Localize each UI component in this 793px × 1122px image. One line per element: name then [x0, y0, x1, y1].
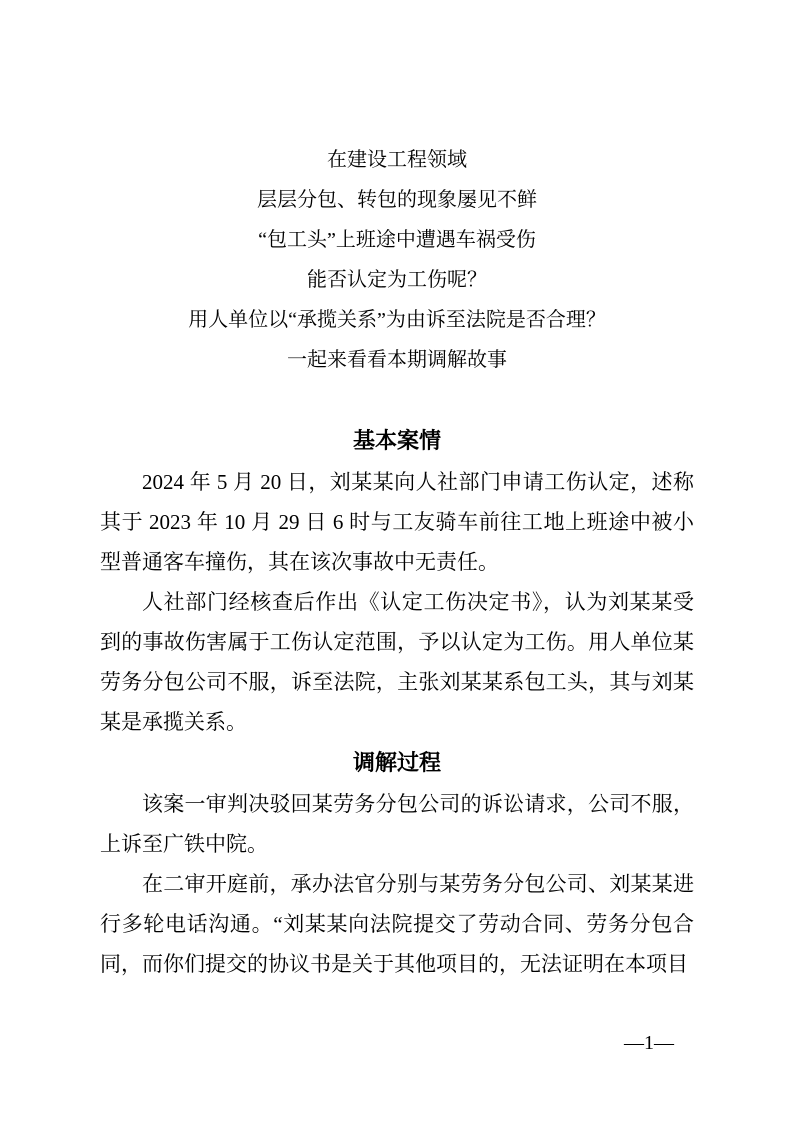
paragraph-basic-facts-1: 2024 年 5 月 20 日，刘某某向人社部门申请工伤认定，述称其于 2023 年 10 月 29 日 6 时与工友骑车前往工地上班途中被小型普通客车撞伤，其在该次事故中无责任。	[100, 470, 694, 574]
paragraph-basic-facts-2: 人社部门经核查后作出《认定工伤决定书》，认为刘某某受到的事故伤害属于工伤认定范围，予以认定为工伤。用人单位某劳务分包公司不服，诉至法院，主张刘某某系包工头，其与刘某某是承揽关系。	[100, 590, 694, 734]
paragraph-mediation-2: 在二审开庭前，承办法官分别与某劳务分包公司、刘某某进行多轮电话沟通。“刘某某向法院提交了劳动合同、劳务分包合同，而你们提交的协议书是关于其他项目的，无法证明在本项目	[100, 872, 694, 976]
intro-line-4: 能否认定为工伤呢？	[307, 269, 487, 291]
intro-line-1: 在建设工程领域	[327, 149, 467, 171]
intro-line-5: 用人单位以“承揽关系”为由诉至法院是否合理？	[188, 309, 606, 331]
paragraph-mediation-1: 该案一审判决驳回某劳务分包公司的诉讼请求，公司不服，上诉至广铁中院。	[100, 792, 694, 856]
intro-line-2: 层层分包、转包的现象屡见不鲜	[257, 189, 537, 211]
intro-line-6: 一起来看看本期调解故事	[287, 349, 507, 371]
page-number: —1—	[624, 1032, 674, 1054]
section-heading-basic-facts: 基本案情	[352, 428, 441, 453]
intro-block	[100, 140, 694, 380]
section-heading-mediation-process: 调解过程	[352, 750, 441, 775]
intro-line-3: “包工头”上班途中遭遇车祸受伤	[258, 229, 536, 251]
